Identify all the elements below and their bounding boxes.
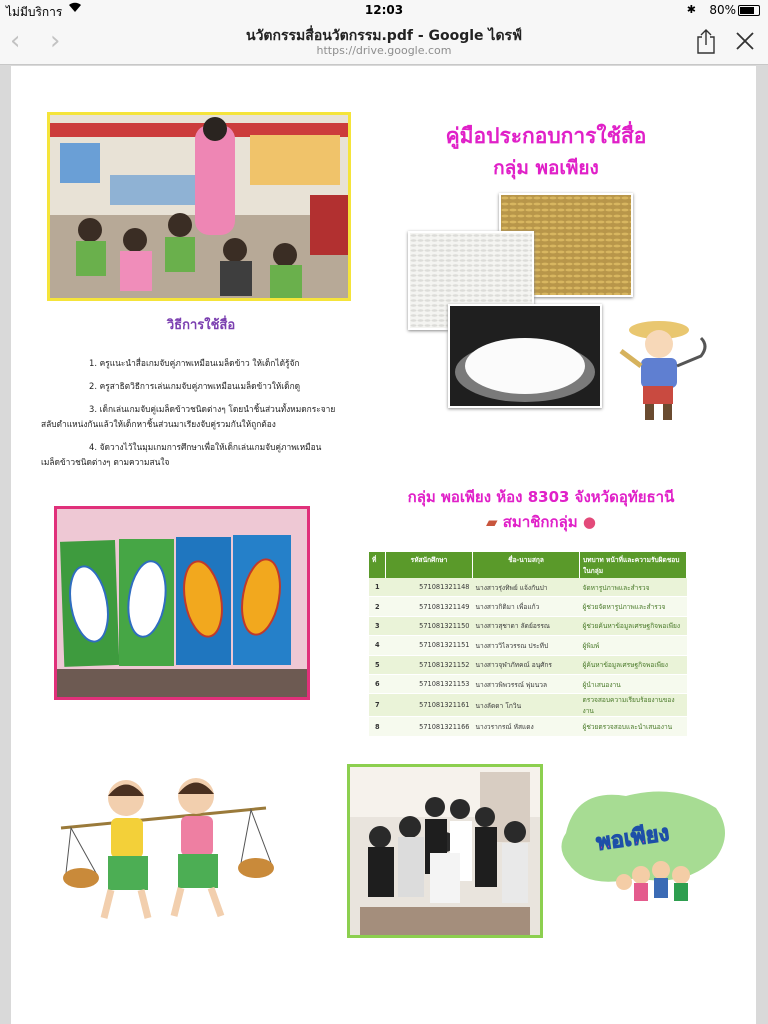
row-number: 3 <box>369 616 386 635</box>
cake-icon: ▰ <box>486 513 498 531</box>
farmer-cartoon-image <box>611 316 711 426</box>
student-id: 571081321161 <box>386 694 473 717</box>
member-name: นางวรากรณ์ หัสแดง <box>473 717 580 736</box>
room-line: กลุ่ม พอเพียง ห้อง 8303 จังหวัดอุทัยธานี <box>407 488 675 506</box>
table-row <box>369 636 687 655</box>
member-name: นางสาวพิพวรรณ์ พุ่มนวล <box>473 674 580 693</box>
battery-percent: 80% <box>709 3 736 17</box>
step-item: 4. จัดวางไว้ในมุมเกมการศึกษาเพื่อให้เด็กเล่นเกมจับคู่ภาพเหมือน <box>89 442 322 452</box>
row-number: 1 <box>369 578 386 597</box>
table-row <box>369 674 687 693</box>
document-title: นวัตกรรมสื่อนวัตกรรม.pdf - Google ไดรฟ์ <box>246 28 522 44</box>
table-row <box>369 655 687 674</box>
steps-list <box>41 356 361 470</box>
bluetooth-icon: ✱ <box>686 3 696 16</box>
table-row <box>369 694 687 717</box>
table-header-row <box>369 552 687 578</box>
status-bar <box>0 0 768 20</box>
member-role: ผู้ช่วยตรวจสอบและนำเสนองาน <box>580 717 687 736</box>
pdf-page <box>11 66 756 1024</box>
battery-icon <box>738 5 760 16</box>
col-header: รหัสนักศึกษา <box>386 552 473 578</box>
member-role: ผู้ช่วยจัดหารูปภาพและสำรวจ <box>580 597 687 616</box>
student-id: 571081321148 <box>386 578 473 597</box>
student-id: 571081321149 <box>386 597 473 616</box>
kids-carrying-cartoon <box>56 768 281 928</box>
member-name: นางสาวจุฬาภัทคณ์ อนุศักร <box>473 655 580 674</box>
member-role: ผู้นำเสนองาน <box>580 674 687 693</box>
ice-cream-icon: ● <box>582 513 596 531</box>
back-arrow-icon[interactable]: ‹ <box>10 26 21 56</box>
student-id: 571081321153 <box>386 674 473 693</box>
browser-toolbar <box>0 20 768 65</box>
member-name: นางสาวรุ่งทิพย์ แจ้งกันปา <box>473 578 580 597</box>
row-number: 2 <box>369 597 386 616</box>
step-item: 2. ครูสาธิตวิธีการเล่นเกมจับคู่ภาพเหมือนเมล็ดข้าวให้เด็กดู <box>89 381 301 391</box>
group-heading: กลุ่ม พอเพียง <box>493 157 599 179</box>
member-role: ผู้ค้นหาข้อมูลเศรษฐกิจพอเพียง <box>580 655 687 674</box>
step-item: 3. เด็กเล่นเกมจับคู่เมล็ดข้าวชนิดต่างๆ โดยนำชิ้นส่วนทั้งหมดกระจาย <box>89 404 336 414</box>
group-photo <box>347 764 543 938</box>
col-header: บทบาท หน้าที่และความรับผิดชอบในกลุ่ม <box>580 552 687 578</box>
row-number: 8 <box>369 717 386 736</box>
row-number: 6 <box>369 674 386 693</box>
row-number: 7 <box>369 694 386 717</box>
member-role: ตรวจสอบความเรียบร้อยงานของงาน <box>580 694 687 717</box>
step-item: สลับตำแหน่งกันแล้วให้เด็กหาชิ้นส่วนมาเรียงจับคู่รวมกันให้ถูกต้อง <box>41 419 276 429</box>
col-header: ชื่อ-นามสกุล <box>473 552 580 578</box>
member-name: นางสาววิไลวรรณ ประทีป <box>473 636 580 655</box>
carrier-label: ไม่มีบริการ <box>6 5 63 19</box>
page-heading: คู่มือประกอบการใช้สื่อ <box>445 124 647 148</box>
student-id: 571081321151 <box>386 636 473 655</box>
matching-game-photo <box>54 506 310 700</box>
members-heading-text: สมาชิกกลุ่ม <box>502 513 578 531</box>
howto-title: วิธีการใช้สื่อ <box>166 318 236 333</box>
member-name: นางสาวกิติมา เพื่อแก้ว <box>473 597 580 616</box>
row-number: 4 <box>369 636 386 655</box>
member-role: ผู้ช่วยค้นหาข้อมูลเศรษฐกิจพอเพียง <box>580 616 687 635</box>
document-url: https://drive.google.com <box>316 44 452 57</box>
forward-arrow-icon[interactable]: › <box>50 26 61 56</box>
table-row <box>369 717 687 736</box>
table-row <box>369 578 687 597</box>
members-table <box>369 552 687 737</box>
logo-text: พอเพียง <box>594 821 671 856</box>
student-id: 571081321150 <box>386 616 473 635</box>
members-heading <box>451 510 631 534</box>
student-id: 571081321152 <box>386 655 473 674</box>
member-name: นางสาวสุชาดา ลัดย์อรรณ <box>473 616 580 635</box>
classroom-photo <box>47 112 351 301</box>
col-header: ที่ <box>369 552 386 578</box>
cooked-rice-image <box>448 304 602 408</box>
row-number: 5 <box>369 655 386 674</box>
table-row <box>369 616 687 635</box>
share-icon[interactable] <box>694 28 718 54</box>
table-row <box>369 597 687 616</box>
step-item: 1. ครูแนะนำสื่อเกมจับคู่ภาพเหมือนเมล็ดข้าว ให้เด็กได้รู้จัก <box>89 358 300 368</box>
group-logo <box>556 778 736 913</box>
clock: 12:03 <box>364 3 404 17</box>
step-item: เมล็ดข้าวชนิดต่างๆ ตามความสนใจ <box>41 457 170 467</box>
member-role: จัดหารูปภาพและสำรวจ <box>580 578 687 597</box>
student-id: 571081321166 <box>386 717 473 736</box>
member-name: นางลัดดา โกวิน <box>473 694 580 717</box>
member-role: ผู้พิมพ์ <box>580 636 687 655</box>
close-icon[interactable] <box>734 30 756 52</box>
